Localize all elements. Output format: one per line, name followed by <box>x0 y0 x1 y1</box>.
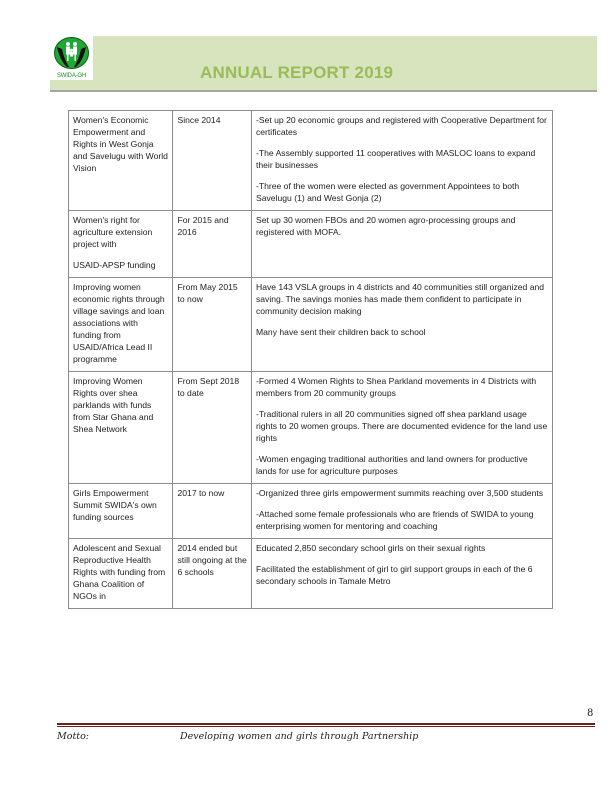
swida-logo <box>50 36 93 80</box>
table-row <box>69 484 553 539</box>
outcomes-cell <box>251 484 552 539</box>
outcome-text: Have 143 VSLA groups in 4 districts and 40 communities still organized and saving. The savings monies has made them confident to participate in community decision making <box>255 282 545 316</box>
period-cell: From May 2015 to now <box>173 278 252 372</box>
project-text: Adolescent and Sexual Reproductive Health Rights with funding from Ghana Coalition of NGOs in <box>73 543 166 601</box>
period-cell: From Sept 2018 to date <box>173 372 252 484</box>
outcome-text: Educated 2,850 secondary school girls on their sexual rights <box>255 543 486 553</box>
project-text: Women's right for agriculture extension project with <box>73 215 153 249</box>
outcomes-cell <box>251 539 552 609</box>
outcome-text: -Women engaging traditional authorities and land owners for productive lands for use for agriculture purposes <box>255 454 528 476</box>
outcome-text: -The Assembly supported 11 cooperatives with MASLOC loans to expand their businesses <box>255 148 536 170</box>
outcome-text: Facilitated the establishment of girl to girl support groups in each of the 6 secondary schools in Tamale Metro <box>255 564 533 586</box>
motto-text: Developing women and girls through Partnership <box>180 731 419 742</box>
activities-table <box>68 110 553 609</box>
project-cell <box>69 111 173 211</box>
motto-label: Motto: <box>57 731 90 742</box>
project-text: Girls Empowerment Summit SWIDA's own funding sources <box>73 488 157 522</box>
table-row <box>69 278 553 372</box>
page-number: 8 <box>587 708 594 719</box>
project-cell <box>69 211 173 278</box>
outcomes-cell <box>251 211 552 278</box>
outcomes-cell <box>251 278 552 372</box>
outcomes-cell <box>251 111 552 211</box>
project-cell <box>69 278 173 372</box>
period-cell: 2017 to now <box>173 484 252 539</box>
project-cell <box>69 484 173 539</box>
project-cell <box>69 372 173 484</box>
outcome-text: Set up 30 women FBOs and 20 women agro-processing groups and registered with MOFA. <box>255 215 516 237</box>
project-cell <box>69 539 173 609</box>
period-cell: For 2015 and 2016 <box>173 211 252 278</box>
outcome-text: -Attached some female professionals who are friends of SWIDA to young enterprising women for mentoring and coaching <box>255 509 534 531</box>
table-row <box>69 111 553 211</box>
outcome-text: -Organized three girls empowerment summits reaching over 3,500 students <box>255 488 544 498</box>
outcome-text: -Set up 20 economic groups and registered with Cooperative Department for certificates <box>255 115 547 137</box>
footer-divider <box>57 723 595 725</box>
outcome-text: -Three of the women were elected as government Appointees to both Savelugu (1) and West Gonja (2) <box>255 181 520 203</box>
outcome-text: -Traditional rulers in all 20 communities signed off shea parkland usage rights to 20 women groups. There are documented evidence for the land use rights <box>255 409 548 443</box>
hands-family-icon <box>53 37 90 71</box>
project-text: Improving Women Rights over shea parklands with funds from Star Ghana and Shea Network <box>73 376 154 434</box>
outcome-text: Many have sent their children back to school <box>255 327 426 337</box>
table-row <box>69 372 553 484</box>
logo-text: SWIDA-GH <box>56 73 87 79</box>
project-text: Improving women economic rights through village savings and loan associations with funding from USAID/Africa Lead II programme <box>73 282 165 364</box>
project-text: Women's Economic Empowerment and Rights in West Gonja and Savelugu with World Vision <box>73 115 168 173</box>
table-row <box>69 539 553 609</box>
outcomes-cell <box>251 372 552 484</box>
period-cell: 2014 ended but still ongoing at the 6 schools <box>173 539 252 609</box>
period-cell: Since 2014 <box>173 111 252 211</box>
project-text: USAID-APSP funding <box>73 260 156 270</box>
footer-divider-thin <box>57 726 595 727</box>
report-title: ANNUAL REPORT 2019 <box>200 63 394 82</box>
table-row <box>69 211 553 278</box>
outcome-text: -Formed 4 Women Rights to Shea Parkland movements in 4 Districts with members from 20 community groups <box>255 376 537 398</box>
